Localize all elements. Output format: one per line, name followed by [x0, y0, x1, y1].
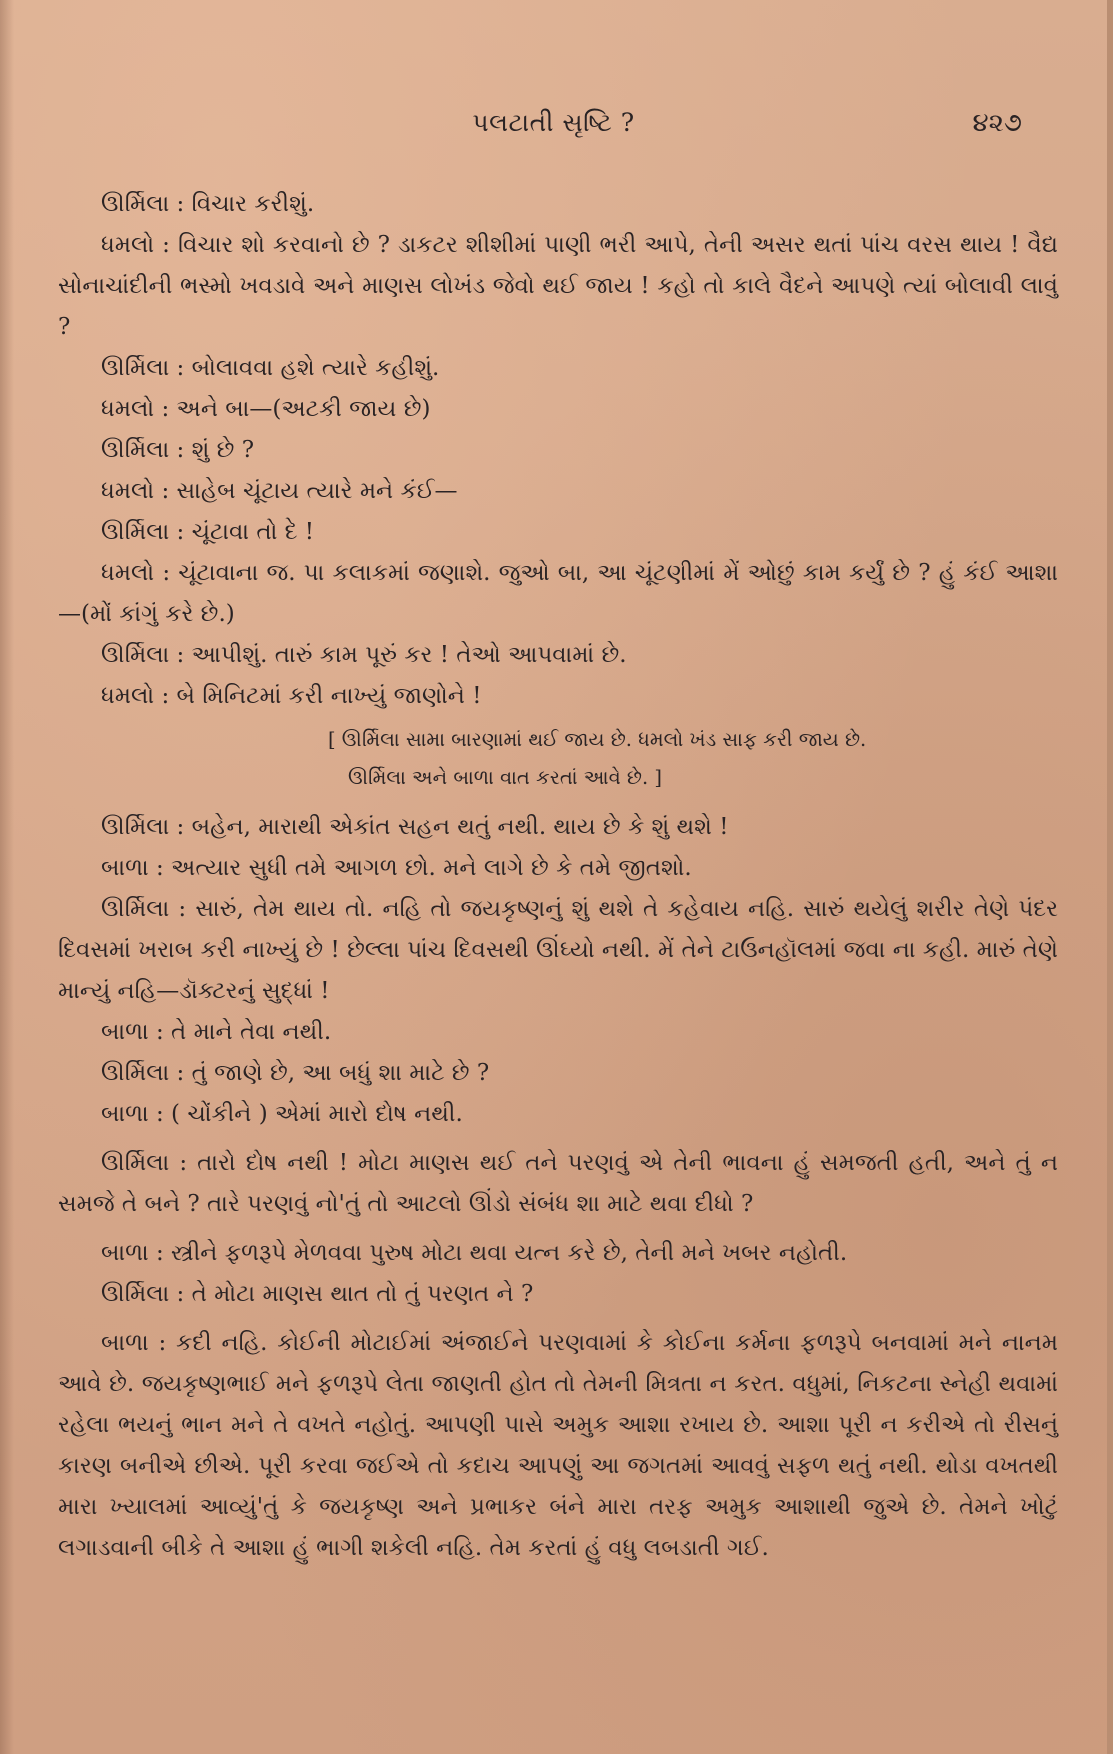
- dialogue-text: સારું, તેમ થાય તો. નહિ તો જયકૃષ્ણનું શું થશે તે કહેવાય નહિ. સારું થયેલું શરીર તેણે પંદર દિવસમાં ખરાબ કરી નાખ્યું છે ! છેલ્લા પાંચ દિવસથી ઊંઘ્યો નથી. મેં તેને ટાઉનહૉલમાં જવા ના કહી. મારું તેણે માન્યું નહિ—ડૉક્ટરનું સુદ્ધાં !: [58, 896, 1058, 1004]
- page-body: [58, 184, 1058, 1569]
- dialogue-text: આપીશું. તારું કામ પૂરું કર ! તેઓ આપવામાં છે.: [184, 642, 627, 668]
- dialogue-text: તે માને તેવા નથી.: [163, 1019, 332, 1045]
- running-head: [0, 108, 1107, 148]
- dialogue-text: ચૂંટાવા તો દે !: [184, 519, 315, 545]
- speaker-name: ઊર્મિલા :: [101, 191, 185, 217]
- dialogue-text: બહેન, મારાથી એકાંત સહન થતું નથી. થાય છે કે શું થશે !: [184, 814, 729, 840]
- speaker-name: ઊર્મિલા :: [101, 1150, 188, 1176]
- speaker-name: ઊર્મિલા :: [101, 642, 185, 668]
- speaker-name: ધમલો :: [101, 560, 171, 586]
- dialogue-paragraph: [58, 348, 1058, 389]
- speaker-name: ઊર્મિલા :: [101, 437, 185, 463]
- stage-direction: [58, 721, 1058, 797]
- dialogue-text: તું જાણે છે, આ બધું શા માટે છે ?: [184, 1060, 490, 1086]
- dialogue-text: ( ચોંકીને ) એમાં મારો દોષ નથી.: [163, 1101, 463, 1127]
- dialogue-paragraph: [58, 635, 1058, 676]
- stage-direction-line: [ ઊર્મિલા સામા બારણામાં થઈ જાય છે. ધમલો ખંડ સાફ કરી જાય છે.: [328, 728, 867, 751]
- dialogue-paragraph: [58, 676, 1058, 717]
- speaker-name: ઊર્મિલા :: [101, 355, 185, 381]
- dialogue-text: સ્ત્રીને ફળરૂપે મેળવવા પુરુષ મોટા થવા યત્ન કરે છે, તેની મને ખબર નહોતી.: [163, 1240, 848, 1266]
- dialogue-text: ચૂંટાવાના જ. પા કલાકમાં જણાશે. જુઓ બા, આ ચૂંટણીમાં મેં ઓછું કામ કર્યું છે ? હું કંઈ આશા—(મોં કાંગું કરે છે.): [58, 560, 1058, 627]
- dialogue-paragraph: [58, 389, 1058, 430]
- speaker-name: ધમલો :: [101, 478, 170, 504]
- dialogue-paragraph: [58, 1233, 1058, 1274]
- dialogue-text: તારો દોષ નથી ! મોટા માણસ થઈ તને પરણવું એ તેની ભાવના હું સમજતી હતી, અને તું ન સમજે તે બને ? તારે પરણવું નો'તું તો આટલો ઊંડો સંબંધ શા માટે થવા દીધો ?: [58, 1150, 1058, 1217]
- speaker-name: બાળા :: [101, 1101, 164, 1127]
- speaker-name: ઊર્મિલા :: [101, 896, 187, 922]
- speaker-name: ધમલો :: [101, 232, 170, 258]
- speaker-name: ઊર્મિલા :: [101, 519, 185, 545]
- dialogue-text: અત્યાર સુધી તમે આગળ છો. મને લાગે છે કે તમે જીતશો.: [163, 855, 692, 881]
- dialogue-paragraph: [58, 889, 1058, 1012]
- dialogue-paragraph: [58, 430, 1058, 471]
- speaker-name: ધમલો :: [101, 396, 170, 422]
- dialogue-text: બોલાવવા હશે ત્યારે કહીશું.: [184, 355, 440, 381]
- speaker-name: ઊર્મિલા :: [101, 1281, 185, 1307]
- dialogue-paragraph: [58, 1012, 1058, 1053]
- dialogue-text: તે મોટા માણસ થાત તો તું પરણત ને ?: [184, 1281, 534, 1307]
- speaker-name: બાળા :: [101, 1240, 164, 1266]
- speaker-name: ઊર્મિલા :: [101, 814, 185, 840]
- stage-direction-line: ઊર્મિલા અને બાળા વાત કરતાં આવે છે. ]: [348, 766, 663, 789]
- dialogue-paragraph: [58, 1143, 1058, 1225]
- page-number: ૪૨૭: [972, 108, 1022, 138]
- dialogue-paragraph: [58, 1274, 1058, 1315]
- speaker-name: બાળા :: [101, 1019, 164, 1045]
- dialogue-paragraph: [58, 184, 1058, 225]
- dialogue-paragraph: [58, 553, 1058, 635]
- dialogue-text: સાહેબ ચૂંટાય ત્યારે મને કંઈ—: [169, 478, 458, 504]
- dialogue-paragraph: [58, 1053, 1058, 1094]
- dialogue-text: કદી નહિ. કોઈની મોટાઈમાં અંજાઈને પરણવામાં કે કોઈના કર્મના ફળરૂપે બનવામાં મને નાનમ આવે છે. જયકૃષ્ણભાઈ મને ફળરૂપે લેતા જાણતી હોત તો તેમની મિત્રતા ન કરત. વધુમાં, નિકટના સ્નેહી થવામાં રહેલા ભયનું ભાન મને તે વખતે નહોતું. આપણી પાસે અમુક આશા રખાય છે. આશા પૂરી ન કરીએ તો રીસનું કારણ બનીએ છીએ. પૂરી કરવા જઈએ તો કદાચ આપણું આ જગતમાં આવવું સફળ થતું નથી. થોડા વખતથી મારા ખ્યાલમાં આવ્યું'તું કે જયકૃષ્ણ અને પ્રભાકર બંને મારા તરફ અમુક આશાથી જુએ છે. તેમને ખોટું લગાડવાની બીકે તે આશા હું ભાગી શકેલી નહિ. તેમ કરતાં હું વધુ લબડાતી ગઈ.: [58, 1330, 1058, 1561]
- dialogue-text: વિચાર શો કરવાનો છે ? ડાકટર શીશીમાં પાણી ભરી આપે, તેની અસર થતાં પાંચ વરસ થાય ! વૈદ્ય સોનાચાંદીની ભસ્મો ખવડાવે અને માણસ લોખંડ જેવો થઈ જાય ! કહો તો કાલે વૈદને આપણે ત્યાં બોલાવી લાવું ?: [58, 232, 1058, 340]
- dialogue-paragraph: [58, 225, 1058, 348]
- dialogue-paragraph: [58, 848, 1058, 889]
- dialogue-paragraph: [58, 1323, 1058, 1569]
- dialogue-text: બે મિનિટમાં કરી નાખ્યું જાણોને !: [169, 683, 482, 709]
- speaker-name: ઊર્મિલા :: [101, 1060, 185, 1086]
- dialogue-paragraph: [58, 807, 1058, 848]
- running-title: પલટાતી સૃષ્ટિ ?: [472, 108, 635, 137]
- speaker-name: ધમલો :: [101, 683, 170, 709]
- dialogue-paragraph: [58, 1094, 1058, 1135]
- paragraph-gap: [58, 1135, 1058, 1143]
- dialogue-paragraph: [58, 512, 1058, 553]
- speaker-name: બાળા :: [101, 855, 164, 881]
- paragraph-gap: [58, 1225, 1058, 1233]
- dialogue-paragraph: [58, 471, 1058, 512]
- dialogue-text: વિચાર કરીશું.: [184, 191, 315, 217]
- dialogue-text: શું છે ?: [184, 437, 255, 463]
- paragraph-gap: [58, 1315, 1058, 1323]
- dialogue-text: અને બા—(અટકી જાય છે): [169, 396, 431, 422]
- page-edge-shadow: [0, 0, 14, 1754]
- speaker-name: બાળા :: [101, 1330, 167, 1356]
